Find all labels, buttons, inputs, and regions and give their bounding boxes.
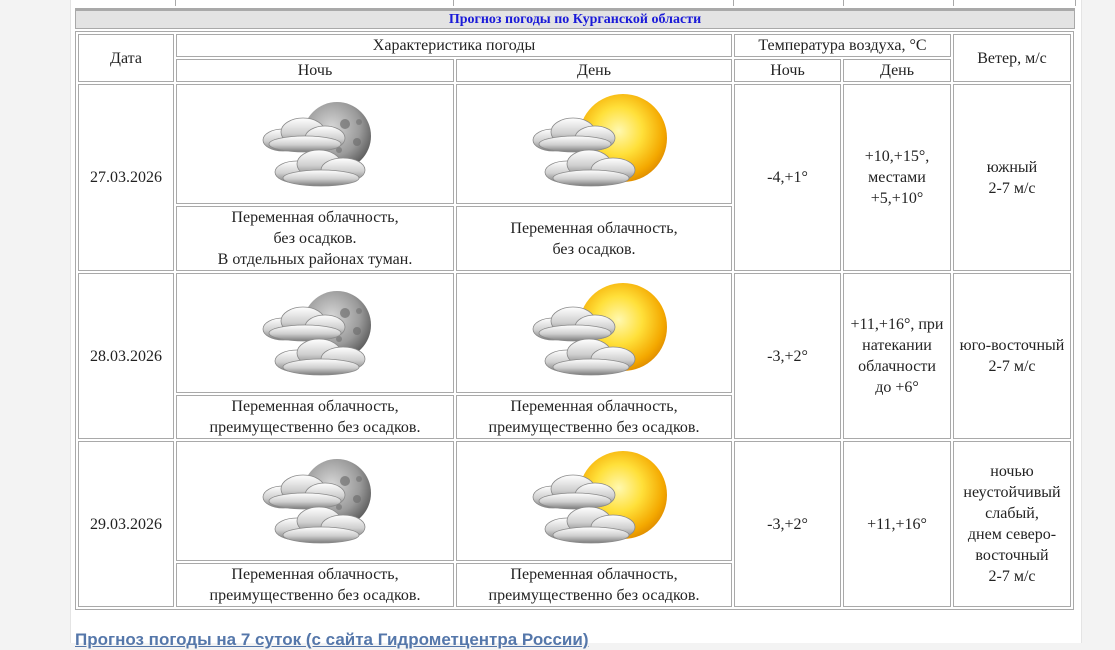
temp-day-line: +10,+15°, [864, 148, 930, 165]
wind-line: юго-восточный [959, 337, 1065, 354]
temp-day-line: +5,+10° [870, 190, 924, 207]
temp-day-line: до +6° [875, 379, 919, 396]
night-desc-line: Переменная облачность, [231, 209, 399, 226]
wind-line: 2-7 м/с [988, 358, 1036, 375]
night-desc-line: Переменная облачность, [231, 398, 399, 415]
night-icon-cell [176, 273, 454, 393]
temp-night-cell: -4,+1° [734, 84, 841, 271]
temp-night-cell: -3,+2° [734, 273, 841, 439]
region-title: Прогноз погоды по Курганской области [75, 10, 1075, 29]
header-row-1 [78, 34, 1071, 57]
header-weather-night: Ночь [176, 59, 454, 82]
day-desc-line: Переменная облачность, [510, 398, 678, 415]
day-desc-cell [456, 206, 732, 271]
night-desc-cell [176, 206, 454, 271]
night-desc-line: В отдельных районах туман. [217, 251, 413, 268]
previous-cell-temp-day [843, 0, 954, 6]
sun-cloud-icon [519, 445, 669, 557]
wind-cell [953, 84, 1071, 271]
day-desc-line: Переменная облачность, [510, 566, 678, 583]
moon-cloud-icon [253, 92, 377, 196]
date-cell: 28.03.2026 [78, 273, 174, 439]
day-desc-cell [456, 395, 732, 439]
wind-line: днем северо- [967, 526, 1057, 543]
header-temp-day: День [843, 59, 951, 82]
date-cell: 27.03.2026 [78, 84, 174, 271]
header-row-2 [78, 59, 1071, 82]
sun-cloud-icon [519, 277, 669, 389]
previous-cell-day [453, 0, 734, 6]
night-desc-line: преимущественно без осадков. [209, 587, 421, 604]
day-icon-cell [456, 273, 732, 393]
moon-cloud-icon [253, 281, 377, 385]
day-desc-line: преимущественно без осадков. [488, 419, 700, 436]
wind-line: ночью [990, 463, 1034, 480]
previous-cell-temp-night [733, 0, 844, 6]
header-wind: Ветер, м/с [953, 34, 1071, 82]
header-temp: Температура воздуха, °C [734, 34, 951, 57]
temp-day-cell [843, 273, 951, 439]
forecast-table [75, 31, 1074, 610]
night-desc-cell [176, 395, 454, 439]
temp-day-cell [843, 441, 951, 607]
sun-cloud-icon [519, 88, 669, 200]
temp-day-line: +11,+16° [867, 515, 927, 533]
header-date: Дата [78, 34, 174, 82]
day-row [78, 441, 1071, 561]
wind-line: 2-7 м/с [988, 179, 1036, 197]
previous-row-fragment [75, 0, 1075, 10]
previous-cell-wind [953, 0, 1076, 6]
header-weather-day: День [456, 59, 732, 82]
date-cell: 29.03.2026 [78, 441, 174, 607]
weekly-forecast-link[interactable]: Прогноз погоды на 7 суток (с сайта Гидрометцентра России) [75, 630, 589, 649]
header-weather: Характеристика погоды [176, 34, 732, 57]
night-desc-line: Переменная облачность, [231, 566, 399, 583]
day-desc-line: Переменная облачность, [510, 219, 678, 237]
wind-line: слабый, [985, 505, 1039, 522]
day-row [78, 84, 1071, 204]
temp-day-line: натекании [862, 337, 932, 354]
night-icon-cell [176, 441, 454, 561]
wind-line: неустойчивый [963, 484, 1061, 501]
day-desc-line: преимущественно без осадков. [488, 587, 700, 604]
wind-line: восточный [975, 547, 1049, 564]
moon-cloud-icon [253, 449, 377, 553]
day-row [78, 273, 1071, 393]
day-desc-line: без осадков. [552, 240, 636, 258]
wind-line: 2-7 м/с [988, 568, 1036, 585]
content-page [70, 0, 1082, 649]
wind-cell [953, 273, 1071, 439]
wind-line: южный [986, 158, 1038, 176]
day-desc-cell [456, 563, 732, 607]
night-icon-cell [176, 84, 454, 204]
temp-day-line: местами [868, 169, 926, 186]
temp-day-line: +11,+16°, при [850, 316, 944, 333]
day-icon-cell [456, 441, 732, 561]
night-desc-line: без осадков. [273, 230, 357, 247]
day-icon-cell [456, 84, 732, 204]
header-temp-night: Ночь [734, 59, 841, 82]
temp-day-cell [843, 84, 951, 271]
night-desc-cell [176, 563, 454, 607]
temp-day-line: облачности [858, 358, 936, 375]
temp-night-cell: -3,+2° [734, 441, 841, 607]
wind-cell [953, 441, 1071, 607]
night-desc-line: преимущественно без осадков. [209, 419, 421, 436]
